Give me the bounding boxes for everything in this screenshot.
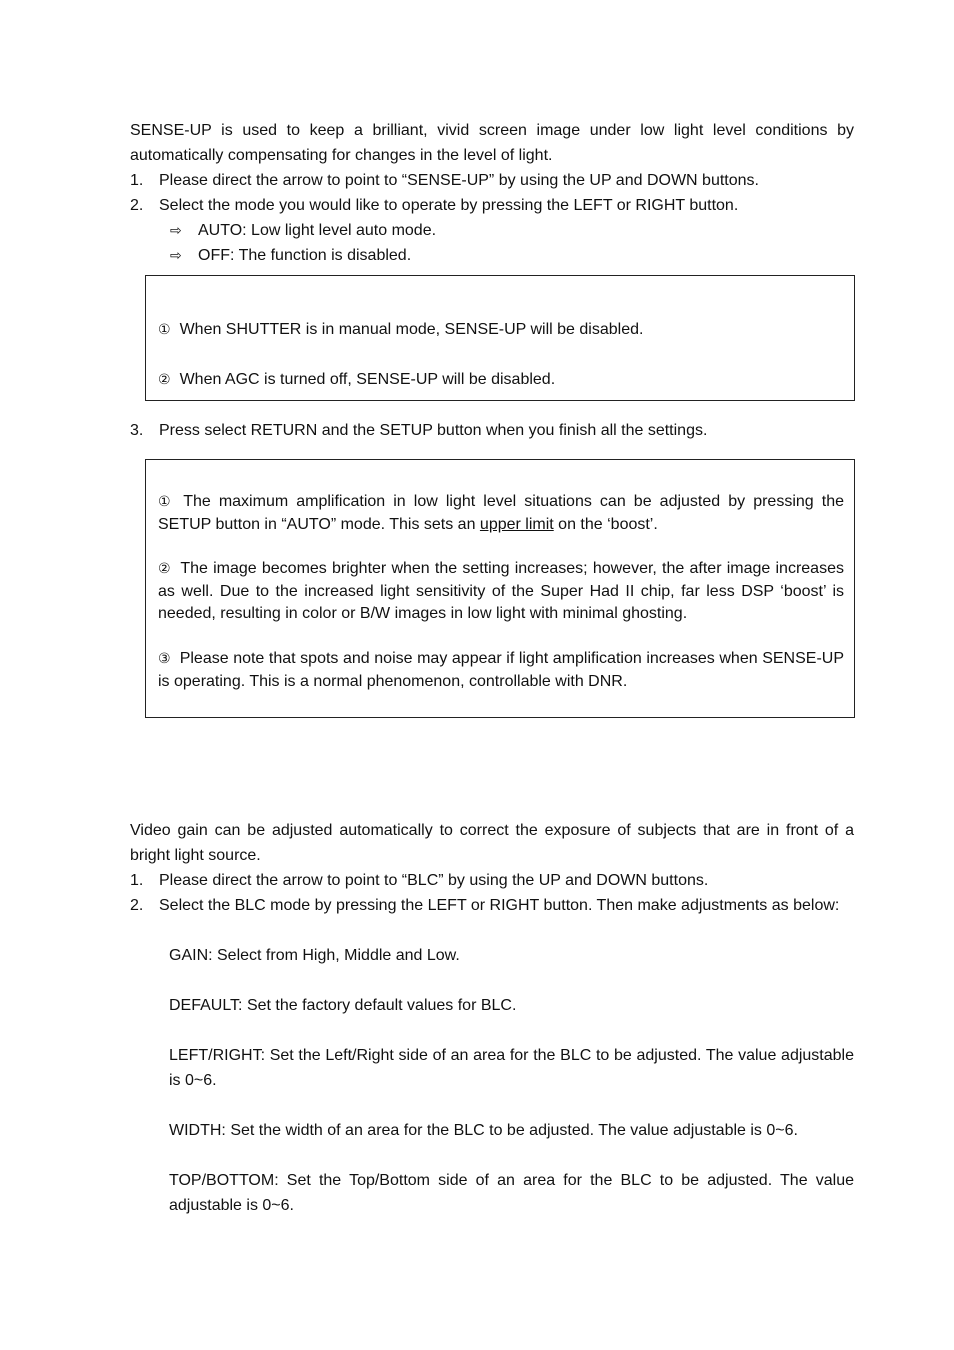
blc-option-left-right: LEFT/RIGHT: Set the Left/Right side of an area for the BLC to be adjusted. The value adjustable is 0~6. — [169, 1047, 854, 1089]
note-text: Please note that spots and noise may appear if light amplification increases when SENSE-UP is operating. This is a normal phenomenon, controllable with DNR. — [158, 650, 844, 690]
blc-option-width: WIDTH: Set the width of an area for the BLC to be adjusted. The value adjustable is 0~6. — [169, 1122, 798, 1139]
blc-intro: Video gain can be adjusted automatically to correct the exposure of subjects that are in front of a bright light source. — [130, 822, 854, 864]
upper-limit-term: upper limit — [479, 515, 554, 533]
step-text: Select the mode you would like to operate by pressing the LEFT or RIGHT button. — [159, 197, 739, 214]
note-2 — [158, 369, 844, 392]
circled-number: ① — [158, 322, 171, 338]
blc-step-1 — [130, 868, 708, 893]
sense-up-intro: SENSE-UP is used to keep a brilliant, vivid screen image under low light level conditions by automatically compensating for changes in the level of light. — [130, 122, 854, 164]
right-arrow-icon: ⇨ — [170, 223, 182, 239]
note-1 — [158, 491, 844, 536]
option-text: OFF: The function is disabled. — [198, 247, 412, 264]
option-auto — [170, 218, 436, 244]
circled-number: ② — [158, 561, 172, 577]
note-text: The image becomes brighter when the setting increases; however, the after image increases as well. Due to the increased light sensitivity of the Super Had II chip, far less DSP ‘boost’ is needed, resulting in color or B/W images in low light with minimal ghosting. — [158, 560, 844, 622]
note-3 — [158, 648, 844, 693]
circled-number: ① — [158, 494, 175, 510]
sense-up-step-1 — [130, 168, 759, 193]
step-number: 2. — [130, 197, 144, 214]
blc-option-gain: GAIN: Select from High, Middle and Low. — [169, 947, 460, 964]
step-text: Select the BLC mode by pressing the LEFT or RIGHT button. Then make adjustments as below: — [159, 897, 840, 914]
right-arrow-icon: ⇨ — [170, 248, 182, 264]
option-off — [170, 243, 411, 269]
note-text-end: on the ‘boost’. — [553, 515, 658, 533]
step-text: Press select RETURN and the SETUP button when you finish all the settings. — [159, 422, 708, 439]
sense-up-step-3 — [130, 418, 707, 443]
step-number: 1. — [130, 872, 144, 889]
note-2 — [158, 558, 844, 626]
step-text: Please direct the arrow to point to “SENSE-UP” by using the UP and DOWN buttons. — [159, 172, 759, 189]
note-box-amplification — [145, 459, 855, 718]
step-number: 3. — [130, 422, 144, 439]
blc-option-top-bottom: TOP/BOTTOM: Set the Top/Bottom side of an area for the BLC to be adjusted. The value adjustable is 0~6. — [169, 1172, 854, 1214]
note-text: The maximum amplification in low light level situations can be adjusted by pressing the SETUP button in “AUTO” mode. This sets an — [158, 493, 844, 533]
note-1 — [158, 319, 844, 342]
note-box-sense-up — [145, 275, 855, 401]
blc-option-default: DEFAULT: Set the factory default values for BLC. — [169, 997, 517, 1014]
step-text: Please direct the arrow to point to “BLC” by using the UP and DOWN buttons. — [159, 872, 709, 889]
note-text: When SHUTTER is in manual mode, SENSE-UP will be disabled. — [179, 321, 644, 338]
step-number: 1. — [130, 172, 144, 189]
note-text: When AGC is turned off, SENSE-UP will be disabled. — [179, 371, 556, 388]
circled-number: ③ — [158, 651, 171, 667]
blc-step-2 — [130, 893, 839, 918]
step-number: 2. — [130, 897, 144, 914]
sense-up-step-2 — [130, 193, 738, 218]
circled-number: ② — [158, 372, 171, 388]
option-text: AUTO: Low light level auto mode. — [198, 222, 437, 239]
